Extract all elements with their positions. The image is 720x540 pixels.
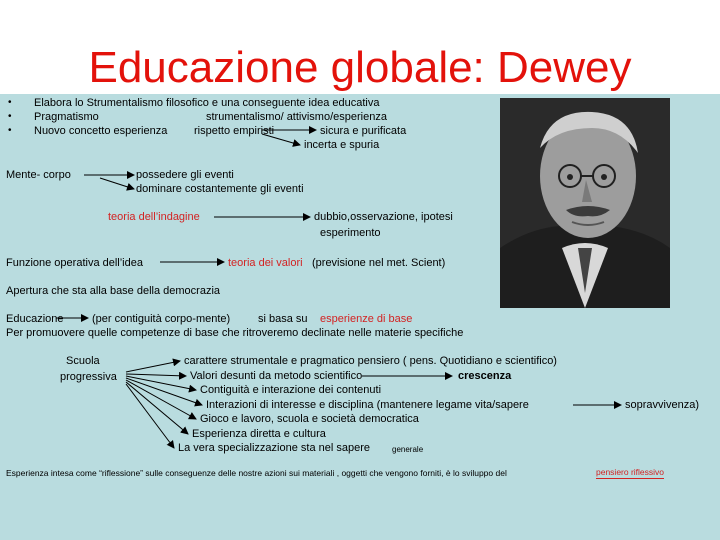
educazione-si-basa: si basa su [258,313,308,325]
scuola-item-7: La vera specializzazione sta nel sapere [178,442,371,454]
crescenza-label: crescenza [458,370,512,382]
pragmatismo-note: strumentalismo/ attivismo/esperienza [206,111,387,123]
teoria-valori: teoria dei valori [228,257,303,269]
educazione-competenze: Per promuovere quelle competenze di base che ritroveremo declinate nelle materie specifiche [6,327,464,339]
educazione-contiguita: (per contiguità corpo-mente) [92,313,231,325]
sopravvivenza-label: sopravvivenza) [625,399,699,411]
educazione-label: Educazione [6,313,64,325]
bullet-pragmatismo: Pragmatismo [34,111,99,123]
mente-line2: dominare costantemente gli eventi [136,183,304,195]
progressiva-label: progressiva [60,371,117,383]
scuola-item-2: Valori desunti da metodo scientifico [190,370,363,382]
generale-label: generale [392,445,424,454]
footer-text: Esperienza intesa come “riflessione” sulle conseguenze delle nostre azioni sui materiali , oggetti che vengono forniti, è lo sviluppo del [6,468,507,478]
bullet-marker: • [8,97,12,108]
esperienza-sicura: sicura e purificata [320,125,407,137]
bullet-marker: • [8,111,12,122]
scuola-item-5: Gioco e lavoro, scuola e società democratica [200,413,419,425]
mente-line1: possedere gli eventi [136,169,234,181]
scuola-item-4: Interazioni di interesse e disciplina (mantenere legame vita/sapere [206,399,529,411]
bullet-marker: • [8,125,12,136]
bullet-strumentalismo: Elabora lo Strumentalismo filosofico e una conseguente idea educativa [34,97,380,109]
scuola-item-3: Contiguità e interazione dei contenuti [200,384,382,396]
dewey-portrait [500,98,670,308]
slide-title: Educazione globale: Dewey [88,43,632,92]
scuola-label: Scuola [66,355,100,367]
mente-corpo-label: Mente- corpo [6,169,71,181]
funzione-operativa: Funzione operativa dell’idea [6,257,143,269]
indagine-result1: dubbio,osservazione, ipotesi [314,211,453,223]
esperienza-incerta: incerta e spuria [304,139,380,151]
teoria-indagine: teoria dell’indagine [108,211,200,223]
valori-note: (previsione nel met. Scient) [312,257,446,269]
bullet-esperienza: Nuovo concetto esperienza [34,125,168,137]
pensiero-riflessivo-link[interactable]: pensiero riflessivo [596,467,665,477]
esperienze-di-base: esperienze di base [320,313,413,325]
indagine-result2: esperimento [320,227,381,239]
scuola-item-6: Esperienza diretta e cultura [192,428,326,440]
esperienza-note: rispetto empiristi [194,125,275,137]
apertura-democrazia: Apertura che sta alla base della democrazia [6,285,221,297]
scuola-item-1: carattere strumentale e pragmatico pensiero ( pens. Quotidiano e scientifico) [184,355,557,367]
